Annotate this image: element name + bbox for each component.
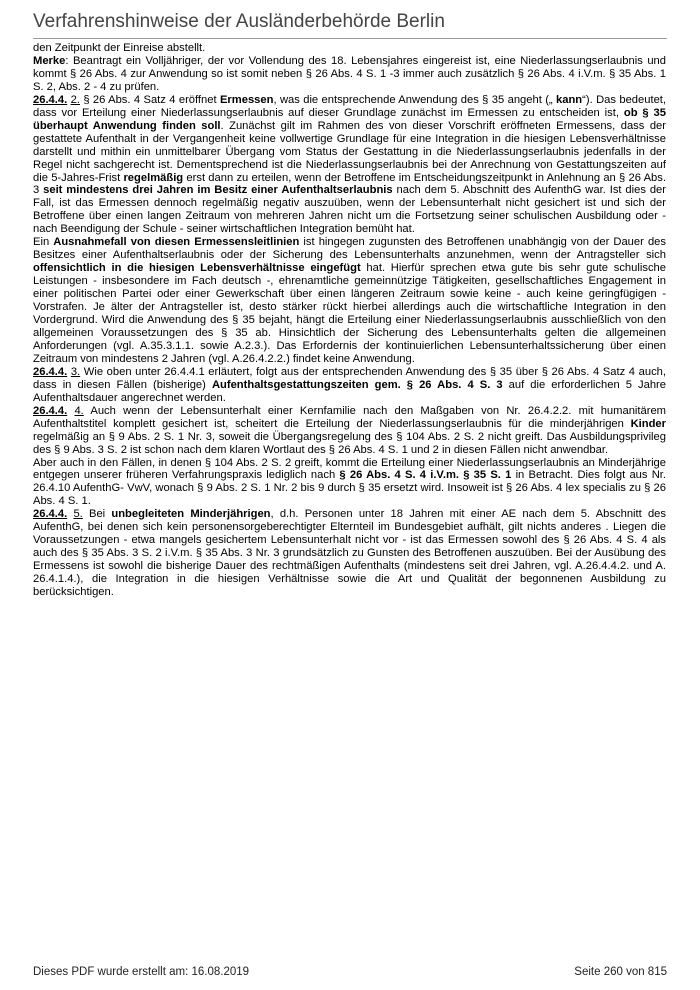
bold-text: seit mindestens drei Jahren im Besitz einer Aufenthaltserlaubnis bbox=[43, 184, 393, 197]
paragraph bbox=[33, 236, 666, 366]
bold-text: ob § 35 überhaupt Anwendung finden soll bbox=[33, 106, 666, 132]
page-footer bbox=[33, 966, 667, 978]
document-title: Verfahrenshinweise der Ausländerbehörde Berlin bbox=[33, 11, 445, 32]
paragraph bbox=[33, 55, 666, 94]
text-run: Wie oben unter 26.4.4.1 erläutert, folgt aus der entsprechenden Anwendung des § 35 über § 26 Abs. 4 Satz 4 auch, dass in diesen Fällen (bisherige) bbox=[33, 365, 666, 391]
subsection-number: 4. bbox=[74, 404, 84, 417]
text-run: : Beantragt ein Volljähriger, der vor Vollendung des 18. Lebensjahres eingereist ist, eine Niederlassungserlaubnis und kommt § 26 Abs. 4 zur Anwendung so ist somit neben § 26 Abs. 4 S. 1 -3 immer auch zusätzlich § 26 Abs. 4 i.V.m. § 35 Abs. 1 S. 2, Abs. 2 - 4 zu prüfen. bbox=[33, 54, 666, 93]
text-run: , was die entsprechende Anwendung des § 35 angeht („ bbox=[273, 93, 557, 106]
bold-text: kann bbox=[556, 93, 583, 106]
subsection-number: 2. bbox=[70, 93, 80, 106]
bold-text: Aufenthaltsgestattungszeiten gem. § 26 Abs. 4 S. 3 bbox=[211, 378, 503, 391]
paragraph bbox=[33, 508, 666, 599]
text-run: in Betracht. Dies folgt aus Nr. 26.4.10 AufenthG- VwV, wonach § 9 Abs. 2 S. 1 Nr. 2 bis 9 durch § 35 ersetzt wird. Insoweit ist § 26 Abs. 4 lex specialis zu § 26 Abs. 4 S. 1. bbox=[33, 469, 666, 508]
text-run: Ein bbox=[33, 236, 54, 249]
text-run: , d.h. Personen unter 18 Jahren mit einer AE nach dem 5. Abschnitt des AufenthG, bei denen sich kein personensorgeberechtigter Elternteil im Bundesgebiet aufhält, gilt nichts anderes . Liegen die Voraussetzungen - etwa mangels gesichertem Lebensunterhalt nicht vor - ist das Ermessen sowohl des § 26 Abs. 4 S. 4 als auch des § 35 Abs. 3 S. 2 i.V.m. § 35 Abs. 3 Nr. 3 grundsätzlich zu Gunsten des Betroffenen auszuüben. Bei der Ausübung des Ermessens ist sowohl die bisherige Dauer des rechtmäßigen Aufenthalts (mindestens seit drei Jahren, vgl. A.26.4.4.2. und A. 26.4.1.4.), die Integration in die hiesigen Verhältnisse sowie die Art und Qualität der begonnenen Ausbildung zu berücksichtigen. bbox=[33, 508, 666, 599]
text-run: hat. Hierfür sprechen etwa gute bis sehr gute schulische Leistungen - insbesondere im Fach deutsch -, ehrenamtliche gemeinnützige Tätigkeiten, gesellschaftliches Engagement in einer politischen Partei oder einer Gewerkschaft über einen längeren Zeitraum sowie keine - auch keine geringfügigen - Vorstrafen. Je älter der Antragsteller ist, desto stärker rückt hierbei allerdings auch die wirtschaftliche Integration in den Vordergrund. Wird die Anwendung des § 35 bejaht, hängt die Erteilung einer Niederlassungserlaubnis ausschließlich von den allgemeinen Voraussetzungen des § 35 ab. Hinsichtlich der Sicherung des Lebensunterhalts gelten die allgemeinen Anforderungen (vgl. A.35.3.1.1. sowie A.2.3.). Das Erfordernis der kontinuierlichen Lebensunterhaltssicherung über einen Zeitraum von mindestens 2 Jahren (vgl. A.26.4.2.2.) findet keine Anwendung. bbox=[33, 262, 666, 365]
bold-text: Kinder bbox=[630, 417, 666, 430]
text-run: ist hingegen zugunsten des Betroffenen unabhängig von der Dauer des Besitzes einer Aufenthaltserlaubnis oder der Sicherung des Lebensunterhalts anzunehmen, wenn der Antragsteller sich bbox=[33, 236, 666, 262]
text-run: auf die erforderlichen 5 Jahre Aufenthaltsdauer angerechnet werden. bbox=[33, 378, 666, 404]
paragraph bbox=[33, 94, 666, 236]
page-number: Seite 260 von 815 bbox=[574, 966, 667, 978]
text-run: erst dann zu erteilen, wenn der Betroffene im Entscheidungszeitpunkt in Anlehnung an § 26 Abs. 3 bbox=[33, 171, 666, 197]
bold-text: regelmäßig bbox=[123, 171, 184, 184]
bold-text: offensichtlich in die hiesigen Lebensverhältnisse eingefügt bbox=[33, 262, 361, 275]
text-run: Aber auch in den Fällen, in denen § 104 Abs. 2 S. 2 greift, kommt die Erteilung einer Niederlassungserlaubnis an Minderjährige entgegen unserer früheren Verfahrungspraxis lediglich nach bbox=[33, 456, 666, 482]
paragraph bbox=[33, 42, 666, 55]
subsection-number: 3. bbox=[70, 365, 81, 378]
text-run: nach dem 5. Abschnitt des AufenthG war. Ist dies der Fall, ist das Ermessen dennoch regelmäßig negativ auszuüben, wenn der Lebensunterhalt nicht gesichert ist und sich der Betroffene über einen langen Zeitraum von mehreren Jahren nicht um die Fortsetzung seiner schulischen Ausbildung oder - nach Beendigung der Schule - seiner wirtschaftlichen Integration bemüht hat. bbox=[33, 184, 666, 236]
text-run: den Zeitpunkt der Einreise abstellt. bbox=[33, 42, 206, 54]
text-run: Auch wenn der Lebensunterhalt einer Kernfamilie nach den Maßgaben von Nr. 26.4.2.2. mit humanitärem Aufenthaltstitel komplett gesichert ist, scheitert die Erteilung der Niederlassungserlaubnis für die minderjährigen bbox=[33, 404, 666, 430]
paragraph bbox=[33, 457, 666, 509]
section-reference: 26.4.4. bbox=[33, 93, 68, 106]
bold-text: unbegleiteten Minderjährigen bbox=[111, 508, 271, 521]
bold-text: Ermessen bbox=[219, 93, 274, 106]
text-run: § 26 Abs. 4 Satz 4 eröffnet bbox=[79, 93, 220, 106]
bold-text: Ausnahmefall von diesen Ermessensleitlinien bbox=[53, 236, 300, 249]
section-reference: 26.4.4. bbox=[33, 508, 68, 521]
page-header bbox=[33, 10, 667, 39]
bold-text: Merke bbox=[33, 54, 66, 67]
subsection-number: 5. bbox=[73, 508, 83, 521]
text-run: . Zunächst gilt im Rahmen des von dieser Vorschrift eröffneten Ermessens, dass der gestattete Aufenthalt in der Vergangenheit keine vollwertige Grundlage für eine Integration in die hiesigen Lebensverhältnisse darstellt und mithin ein unmittelbarer Übergang vom Status der Gestattung in die Niederlassungserlaubnis jedenfalls in der Regel nicht sachgerecht ist. Dementsprechend ist die Niederlassungserlaubnis bei der Anrechnung von Gestattungszeiten auf die 5-Jahres-Frist bbox=[33, 119, 666, 184]
section-reference: 26.4.4. bbox=[33, 404, 68, 417]
section-reference: 26.4.4. bbox=[33, 365, 68, 378]
bold-text: § 26 Abs. 4 S. 4 i.V.m. § 35 S. 1 bbox=[339, 469, 512, 482]
paragraph bbox=[33, 405, 666, 457]
document-body bbox=[33, 42, 666, 599]
text-run: Bei bbox=[82, 508, 112, 521]
paragraph bbox=[33, 366, 666, 405]
text-run: “). Das bedeutet, dass vor Erteilung einer Niederlassungserlaubnis auf dieser Grundlage zunächst im Ermessen zu entscheiden ist, bbox=[33, 93, 667, 119]
text-run: regelmäßig an § 9 Abs. 2 S. 1 Nr. 3, soweit die Übergangsregelung des § 104 Abs. 2 S. 2 nicht greift. Das Ausbildungsprivileg des § 9 Abs. 3 S. 2 ist schon nach dem klaren Wortlaut des § 26 Abs. 4 S. 1 und 2 in diesen Fällen nicht anwendbar. bbox=[33, 430, 666, 456]
creation-date-note: Dieses PDF wurde erstellt am: 16.08.2019 bbox=[33, 966, 250, 978]
